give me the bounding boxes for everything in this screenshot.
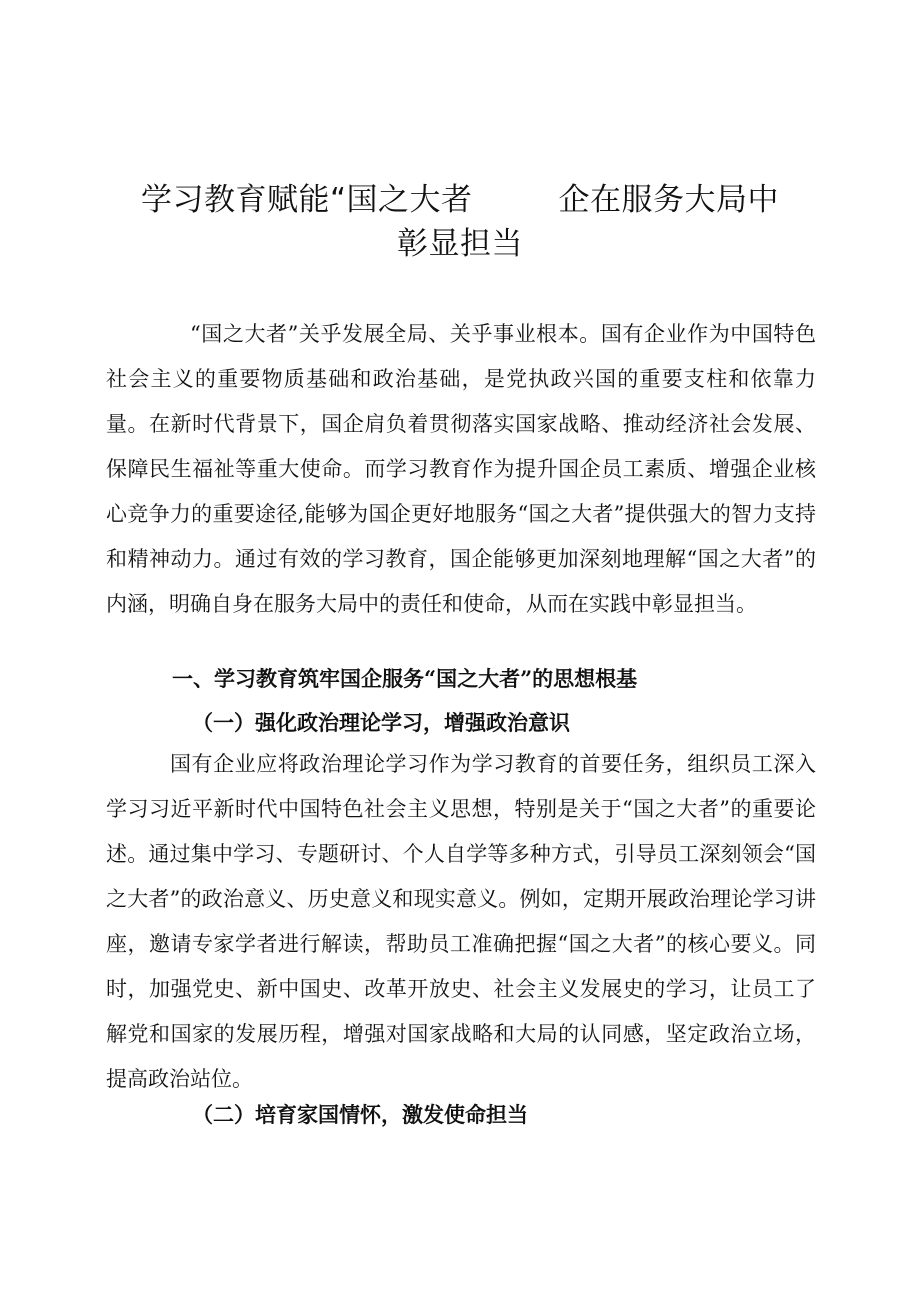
document-title-line-2: 彰显担当: [397, 226, 523, 262]
document-title-line-1: [80, 180, 840, 220]
subsection-1-heading: （一）强化政治理论学习，增强政治意识: [192, 710, 570, 735]
intro-paragraph: “国之大者”关乎发展全局、关乎事业根本。国有企业作为中国特色社会主义的重要物质基础和政治基础，是党执政兴国的重要支柱和依靠力量。在新时代背景下，国企肩负着贯彻落实国家战略、推动经济社会发展、保障民生福祉等重大使命。而学习教育作为提升国企员工素质、增强企业核心竞争力的重要途径,能够为国企更好地服务“国之大者”提供强大的智力支持和精神动力。通过有效的学习教育，国企能够更加深刻地理解“国之大者”的内涵，明确自身在服务大局中的责任和使命，从而在实践中彰显担当。: [106, 322, 816, 616]
section-1-heading: 一、学习教育筑牢国企服务“国之大者”的思想根基: [172, 666, 638, 691]
subsection-1-paragraph: 国有企业应将政治理论学习作为学习教育的首要任务，组织员工深入学习习近平新时代中国特色社会主义思想，特别是关于“国之大者”的重要论述。通过集中学习、专题研讨、个人自学等多种方式，引导员工深刻领会“国之大者”的政治意义、历史意义和现实意义。例如，定期开展政治理论学习讲座，邀请专家学者进行解读，帮助员工准确把握“国之大者”的核心要义。同时，加强党史、新中国史、改革开放史、社会主义发展史的学习，让员工了解党和国家的发展历程，增强对国家战略和大局的认同感，坚定政治立场，提高政治站位。: [106, 752, 816, 1091]
title-line-1-part-1: 学习教育赋能“国之大者: [140, 182, 473, 218]
title-line-1-part-2: 企在服务大局中: [558, 182, 780, 218]
subsection-2-heading: （二）培育家国情怀，激发使命担当: [192, 1102, 528, 1127]
